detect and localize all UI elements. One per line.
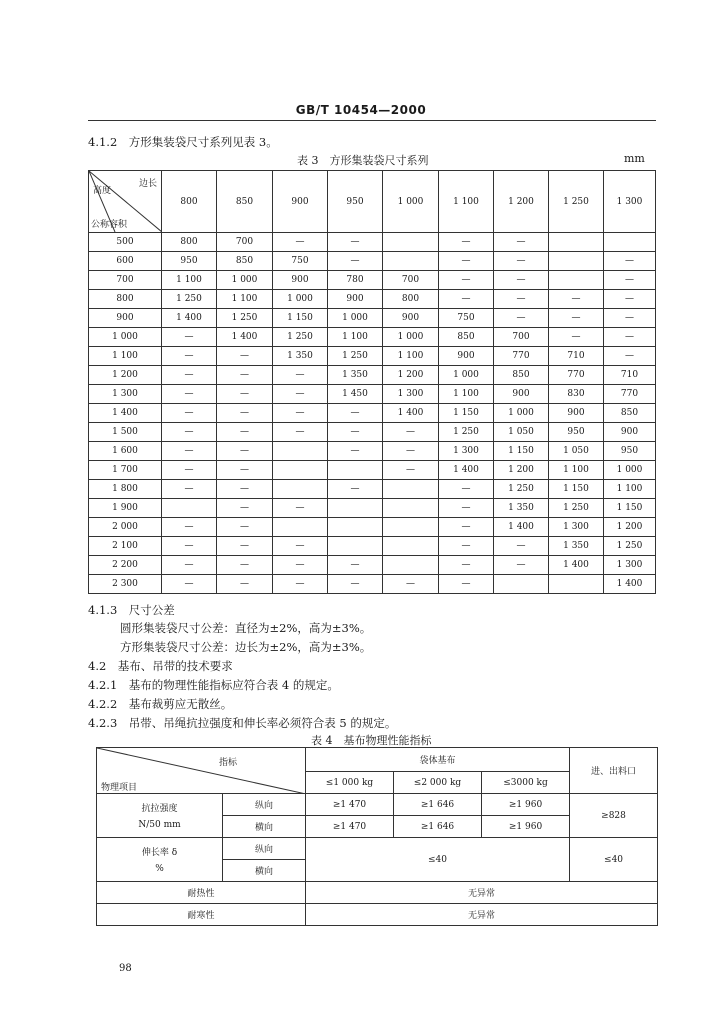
- table-cell: 1 100: [439, 385, 494, 404]
- table-row: [89, 480, 656, 499]
- tolerance-square: 方形集装袋尺寸公差：边长为±2%，高为±3%。: [120, 640, 372, 654]
- table-cell: —: [439, 480, 494, 499]
- table-cell: —: [328, 480, 383, 499]
- table-cell: —: [162, 347, 217, 366]
- table-cell: [383, 480, 439, 499]
- table-cell: 900: [328, 290, 383, 309]
- table-row: [89, 385, 656, 404]
- table-cell: —: [217, 366, 273, 385]
- table-cell: —: [494, 233, 549, 252]
- table-cell: 770: [604, 385, 656, 404]
- table-cell: —: [328, 423, 383, 442]
- section-4-2-2: 4.2.2 基布裁剪应无散丝。: [88, 697, 233, 711]
- table-row: [89, 233, 656, 252]
- table-cell: [383, 252, 439, 271]
- table-cell: [328, 461, 383, 480]
- table-cell: [328, 499, 383, 518]
- row-header: 2 100: [89, 537, 162, 556]
- elongation-title: 伸长率 δ: [141, 848, 178, 858]
- table-cell: [273, 461, 328, 480]
- corner-height-label: 高度: [93, 186, 112, 196]
- table-row: [89, 442, 656, 461]
- table-cell: 1 300: [439, 442, 494, 461]
- table-cell: —: [328, 442, 383, 461]
- row-header: 600: [89, 252, 162, 271]
- table-cell: —: [273, 537, 328, 556]
- table-cell: 1 000: [273, 290, 328, 309]
- table-cell: —: [494, 252, 549, 271]
- table-cell: 1 100: [162, 271, 217, 290]
- table-cell: 850: [494, 366, 549, 385]
- table-cell: 1 250: [162, 290, 217, 309]
- table-cell: —: [328, 233, 383, 252]
- table-cell: 830: [549, 385, 604, 404]
- cold-resistance-label: 耐寒性: [97, 904, 306, 926]
- col-header: 950: [328, 171, 383, 233]
- table-cell: 710: [549, 347, 604, 366]
- table-cell: 1 100: [383, 347, 439, 366]
- table-cell: —: [273, 575, 328, 594]
- table-cell: 710: [604, 366, 656, 385]
- table-4: [96, 747, 658, 926]
- table-cell: [549, 233, 604, 252]
- table-3-corner: [89, 171, 162, 233]
- elongation-label: [97, 838, 223, 882]
- table-cell: —: [217, 461, 273, 480]
- table-cell: —: [162, 385, 217, 404]
- table-cell: [328, 518, 383, 537]
- table-cell: 1 000: [217, 271, 273, 290]
- table-cell: —: [383, 575, 439, 594]
- table-row: [89, 537, 656, 556]
- table-row: [89, 328, 656, 347]
- table-cell: 750: [439, 309, 494, 328]
- table-row: [89, 423, 656, 442]
- table-cell: 1 050: [549, 442, 604, 461]
- table-cell: 1 250: [549, 499, 604, 518]
- table-cell: —: [439, 252, 494, 271]
- direction-weft: 横向: [223, 860, 306, 882]
- table-cell: —: [162, 537, 217, 556]
- page-number: 98: [119, 963, 132, 974]
- table-cell: —: [273, 499, 328, 518]
- table-cell: 900: [383, 309, 439, 328]
- col-header: 850: [217, 171, 273, 233]
- table-cell: 1 250: [439, 423, 494, 442]
- row-header: 1 000: [89, 328, 162, 347]
- capacity-header: ≤3000 kg: [482, 772, 570, 794]
- table-4-caption: 表 4 基布物理性能指标: [311, 734, 432, 747]
- table-row: [89, 347, 656, 366]
- table-cell: 850: [439, 328, 494, 347]
- table-cell: 1 100: [328, 328, 383, 347]
- table-cell: —: [494, 309, 549, 328]
- table-cell: 1 250: [217, 309, 273, 328]
- table-cell: [383, 233, 439, 252]
- table-cell: —: [328, 252, 383, 271]
- table-cell: 800: [162, 233, 217, 252]
- section-4-1-2: 4.1.2 方形集装袋尺寸系列见表 3。: [88, 135, 278, 149]
- row-header: 1 600: [89, 442, 162, 461]
- table-cell: —: [328, 404, 383, 423]
- table-cell: —: [439, 575, 494, 594]
- table-cell: 850: [604, 404, 656, 423]
- row-header: 2 200: [89, 556, 162, 575]
- elongation-lining: ≤40: [570, 838, 658, 882]
- table-cell: [549, 271, 604, 290]
- table-cell: 1 400: [549, 556, 604, 575]
- col-header: 900: [273, 171, 328, 233]
- table-cell: [549, 252, 604, 271]
- row-header: 1 500: [89, 423, 162, 442]
- table-cell: —: [162, 461, 217, 480]
- col-header: 1 300: [604, 171, 656, 233]
- table-cell: ≥1 960: [482, 794, 570, 816]
- heat-resistance-label: 耐热性: [97, 882, 306, 904]
- table-row: [89, 461, 656, 480]
- table-cell: 700: [494, 328, 549, 347]
- table-cell: 1 350: [273, 347, 328, 366]
- table-cell: [383, 537, 439, 556]
- table-cell: —: [604, 290, 656, 309]
- row-header: 1 700: [89, 461, 162, 480]
- table-cell: —: [604, 271, 656, 290]
- corner-side-label: 边长: [138, 179, 157, 189]
- table-cell: [383, 518, 439, 537]
- table-cell: —: [383, 442, 439, 461]
- table-cell: 1 000: [604, 461, 656, 480]
- table-cell: 850: [217, 252, 273, 271]
- table-cell: —: [162, 366, 217, 385]
- table-cell: 1 000: [494, 404, 549, 423]
- table-cell: [273, 480, 328, 499]
- table-3-unit: mm: [624, 152, 645, 165]
- table-cell: —: [217, 499, 273, 518]
- table-cell: —: [273, 366, 328, 385]
- table-cell: 1 100: [604, 480, 656, 499]
- table-cell: 1 050: [494, 423, 549, 442]
- table-cell: —: [162, 480, 217, 499]
- page-header: GB/T 10454—2000: [295, 103, 427, 117]
- table-cell: —: [217, 575, 273, 594]
- table-cell: —: [217, 556, 273, 575]
- elongation-body: ≤40: [306, 838, 570, 882]
- direction-weft: 横向: [223, 816, 306, 838]
- table-cell: —: [328, 556, 383, 575]
- table-cell: —: [162, 575, 217, 594]
- table-cell: [383, 499, 439, 518]
- table-cell: —: [439, 556, 494, 575]
- capacity-header: ≤2 000 kg: [394, 772, 482, 794]
- section-4-1-3: 4.1.3 尺寸公差: [88, 603, 175, 617]
- table-cell: —: [604, 347, 656, 366]
- row-header: 1 800: [89, 480, 162, 499]
- table-cell: —: [494, 290, 549, 309]
- table-cell: 700: [383, 271, 439, 290]
- table-cell: 1 250: [604, 537, 656, 556]
- table-cell: —: [439, 499, 494, 518]
- table-row: [89, 499, 656, 518]
- table-row: [89, 309, 656, 328]
- table-cell: —: [549, 290, 604, 309]
- table-cell: —: [217, 480, 273, 499]
- col-header: 1 200: [494, 171, 549, 233]
- table-cell: 1 400: [604, 575, 656, 594]
- table-cell: —: [273, 404, 328, 423]
- tensile-strength-label: [97, 794, 223, 838]
- table-cell: 1 100: [549, 461, 604, 480]
- table-cell: 1 300: [604, 556, 656, 575]
- table-cell: —: [162, 442, 217, 461]
- table-row: [89, 271, 656, 290]
- table-cell: 1 150: [273, 309, 328, 328]
- table-cell: —: [439, 518, 494, 537]
- table-cell: —: [549, 309, 604, 328]
- table-cell: 1 350: [549, 537, 604, 556]
- row-header: 800: [89, 290, 162, 309]
- table-cell: [273, 518, 328, 537]
- corner-index-label: 指标: [219, 758, 238, 768]
- table-cell: —: [162, 518, 217, 537]
- table-cell: 1 350: [494, 499, 549, 518]
- table-cell: 1 300: [549, 518, 604, 537]
- elongation-unit: %: [155, 864, 164, 874]
- table-cell: 750: [273, 252, 328, 271]
- table-cell: 770: [494, 347, 549, 366]
- table-cell: —: [217, 537, 273, 556]
- table-3: [88, 170, 656, 594]
- table-cell: 1 150: [604, 499, 656, 518]
- section-4-2: 4.2 基布、吊带的技术要求: [88, 659, 233, 673]
- table-cell: 1 200: [494, 461, 549, 480]
- body-cloth-header: 袋体基布: [306, 748, 570, 772]
- table-cell: —: [604, 309, 656, 328]
- table-cell: 1 400: [494, 518, 549, 537]
- row-header: 700: [89, 271, 162, 290]
- table-cell: 950: [604, 442, 656, 461]
- table-row: [89, 404, 656, 423]
- table-cell: 900: [439, 347, 494, 366]
- row-header: 2 300: [89, 575, 162, 594]
- corner-capacity-label: 公称容积: [91, 220, 128, 230]
- table-cell: —: [217, 385, 273, 404]
- table-cell: —: [604, 328, 656, 347]
- col-header: 1 100: [439, 171, 494, 233]
- table-3-caption: 表 3 方形集装袋尺寸系列: [297, 154, 429, 167]
- table-cell: —: [162, 328, 217, 347]
- table-cell: [494, 575, 549, 594]
- col-header: 1 000: [383, 171, 439, 233]
- table-cell: —: [162, 404, 217, 423]
- row-header: 1 100: [89, 347, 162, 366]
- row-header: 1 200: [89, 366, 162, 385]
- table-cell: 1 200: [383, 366, 439, 385]
- table-cell: [273, 442, 328, 461]
- table-cell: ≥1 960: [482, 816, 570, 838]
- row-header: 1 300: [89, 385, 162, 404]
- table-cell: —: [217, 423, 273, 442]
- table-cell: —: [494, 556, 549, 575]
- table-cell: 780: [328, 271, 383, 290]
- table-cell: —: [162, 556, 217, 575]
- row-header: 500: [89, 233, 162, 252]
- row-header: 900: [89, 309, 162, 328]
- table-cell: ≥1 470: [306, 794, 394, 816]
- capacity-header: ≤1 000 kg: [306, 772, 394, 794]
- table-cell: 950: [162, 252, 217, 271]
- table-cell: 1 150: [494, 442, 549, 461]
- section-4-2-3: 4.2.3 吊带、吊绳抗拉强度和伸长率必须符合表 5 的规定。: [88, 716, 397, 730]
- table-cell: —: [217, 442, 273, 461]
- table-cell: 1 250: [328, 347, 383, 366]
- table-cell: 1 300: [383, 385, 439, 404]
- table-cell: —: [439, 537, 494, 556]
- table-cell: —: [604, 252, 656, 271]
- table-row: [89, 556, 656, 575]
- table-cell: —: [273, 423, 328, 442]
- direction-warp: 纵向: [223, 794, 306, 816]
- table-cell: —: [217, 518, 273, 537]
- table-cell: 1 400: [439, 461, 494, 480]
- table-cell: 1 000: [328, 309, 383, 328]
- table-row: [89, 575, 656, 594]
- table-row: [89, 366, 656, 385]
- table-cell: —: [217, 347, 273, 366]
- table-cell: —: [383, 423, 439, 442]
- table-cell: 1 000: [383, 328, 439, 347]
- table-cell: 900: [494, 385, 549, 404]
- tolerance-round: 圆形集装袋尺寸公差：直径为±2%，高为±3%。: [120, 621, 372, 635]
- table-cell: 1 350: [328, 366, 383, 385]
- table-4-corner: [97, 748, 306, 794]
- table-cell: 700: [217, 233, 273, 252]
- table-cell: 900: [273, 271, 328, 290]
- corner-item-label: 物理项目: [101, 783, 138, 793]
- col-header: 800: [162, 171, 217, 233]
- row-header: 1 900: [89, 499, 162, 518]
- table-cell: 1 100: [217, 290, 273, 309]
- table-cell: 900: [549, 404, 604, 423]
- table-cell: ≥1 470: [306, 816, 394, 838]
- table-cell: —: [273, 385, 328, 404]
- table-cell: —: [162, 423, 217, 442]
- table-cell: —: [549, 328, 604, 347]
- table-cell: 1 000: [439, 366, 494, 385]
- table-cell: —: [383, 461, 439, 480]
- table-cell: 1 150: [549, 480, 604, 499]
- table-cell: [549, 575, 604, 594]
- table-cell: 800: [383, 290, 439, 309]
- table-cell: 770: [549, 366, 604, 385]
- table-cell: ≥1 646: [394, 816, 482, 838]
- table-cell: 900: [604, 423, 656, 442]
- table-cell: —: [439, 271, 494, 290]
- table-cell: 1 400: [162, 309, 217, 328]
- table-cell: 1 150: [439, 404, 494, 423]
- table-row: [89, 518, 656, 537]
- table-cell: —: [439, 290, 494, 309]
- row-header: 1 400: [89, 404, 162, 423]
- table-cell: 950: [549, 423, 604, 442]
- table-cell: 1 400: [217, 328, 273, 347]
- tensile-lining: ≥828: [570, 794, 658, 838]
- table-cell: [604, 233, 656, 252]
- col-header: 1 250: [549, 171, 604, 233]
- table-cell: [162, 499, 217, 518]
- table-cell: —: [217, 404, 273, 423]
- table-cell: 1 400: [383, 404, 439, 423]
- table-cell: —: [273, 556, 328, 575]
- table-cell: —: [328, 575, 383, 594]
- cold-resistance-value: 无异常: [306, 904, 658, 926]
- table-cell: ≥1 646: [394, 794, 482, 816]
- tensile-title: 抗拉强度: [141, 804, 178, 814]
- table-cell: 1 250: [494, 480, 549, 499]
- row-header: 2 000: [89, 518, 162, 537]
- header-rule: [88, 120, 656, 121]
- table-cell: 1 250: [273, 328, 328, 347]
- heat-resistance-value: 无异常: [306, 882, 658, 904]
- lining-header: 进、出料口: [570, 748, 658, 794]
- direction-warp: 纵向: [223, 838, 306, 860]
- section-4-2-1: 4.2.1 基布的物理性能指标应符合表 4 的规定。: [88, 678, 339, 692]
- table-cell: [383, 556, 439, 575]
- table-cell: 1 200: [604, 518, 656, 537]
- table-cell: —: [494, 271, 549, 290]
- table-row: [89, 252, 656, 271]
- table-cell: —: [273, 233, 328, 252]
- table-cell: [328, 537, 383, 556]
- table-row: [89, 290, 656, 309]
- tensile-unit: N/50 mm: [138, 820, 181, 830]
- table-cell: 1 450: [328, 385, 383, 404]
- table-cell: —: [439, 233, 494, 252]
- table-cell: —: [494, 537, 549, 556]
